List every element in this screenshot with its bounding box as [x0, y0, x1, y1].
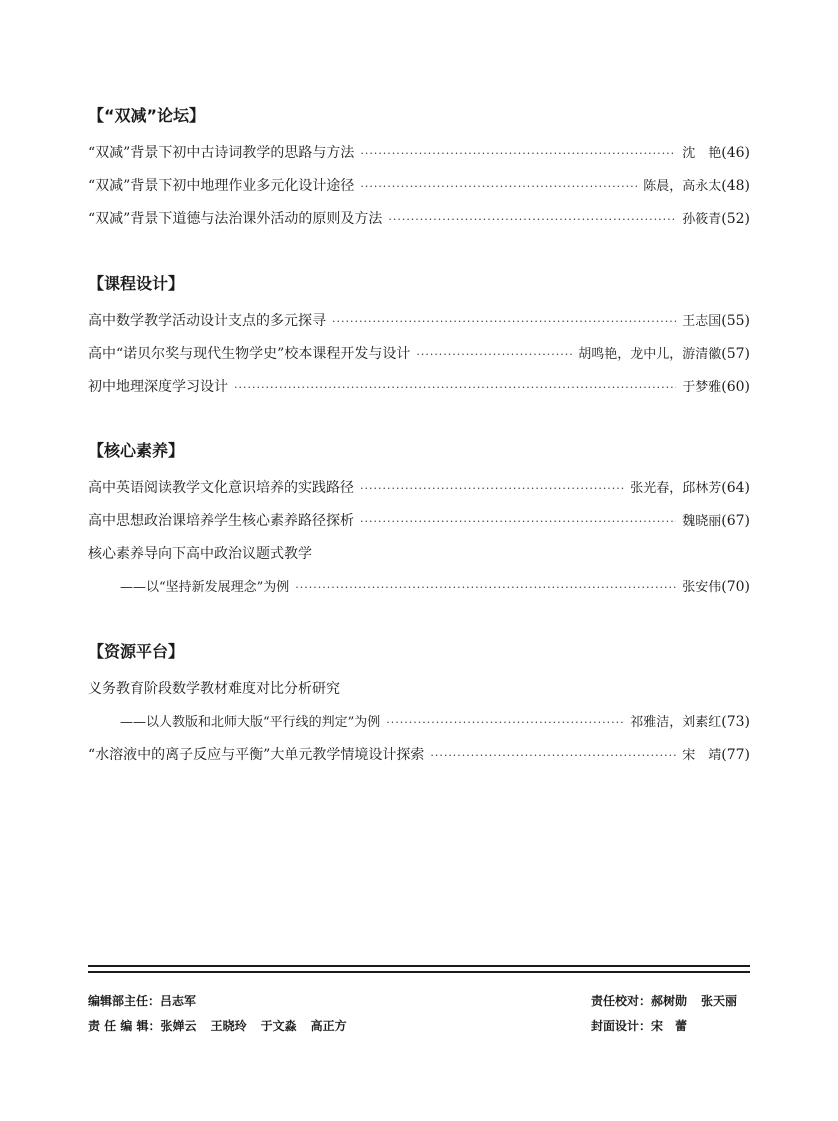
article-author: 王志国 [682, 314, 722, 329]
section-title: 【“双减”论坛】 [88, 106, 206, 125]
article-author: 沈 艳 [682, 146, 722, 161]
toc-entry-subtitle-line[interactable] [88, 706, 750, 739]
leader-dots [234, 371, 676, 404]
article-title: “水溶液中的离子反应与平衡”大单元教学情境设计探索 [88, 747, 425, 763]
footer-rule-top [88, 965, 750, 967]
article-title: 核心素养导向下高中政治议题式教学 [88, 546, 312, 562]
leader-dots [360, 472, 624, 505]
section-title: 【核心素养】 [88, 441, 185, 460]
leader-dots [360, 137, 676, 170]
article-title: 高中数学教学活动设计支点的多元探寻 [88, 313, 326, 329]
toc-entry-title-line[interactable] [88, 538, 750, 571]
toc-entry[interactable] [88, 137, 750, 170]
toc-entry[interactable] [88, 338, 750, 371]
toc-entry[interactable] [88, 371, 750, 404]
article-author: 宋 靖 [682, 748, 722, 763]
article-title: “双减”背景下道德与法治课外活动的原则及方法 [88, 211, 383, 227]
toc-entry[interactable] [88, 203, 750, 236]
toc-entry[interactable] [88, 505, 750, 538]
credit-name: 于文淼 [260, 1019, 297, 1033]
article-title: 义务教育阶段数学教材难度对比分析研究 [88, 681, 340, 697]
leader-dots [386, 706, 624, 739]
leader-dots [388, 203, 676, 236]
toc-section-course-design [88, 272, 750, 404]
toc-entry[interactable] [88, 472, 750, 505]
credit-name: 吕志军 [160, 994, 197, 1008]
page-number: (46) [721, 145, 750, 161]
leader-dots [430, 739, 676, 772]
section-title: 【课程设计】 [88, 274, 185, 293]
page-number: (60) [721, 379, 750, 395]
article-author: 胡鸣艳，龙中儿，游清徽 [578, 347, 722, 362]
page-number: (70) [721, 579, 750, 595]
leader-dots [295, 571, 676, 604]
credit-name: 王晓玲 [210, 1019, 247, 1033]
credit-responsible-editors [88, 1017, 361, 1034]
article-author: 祁雅洁，刘素红 [630, 715, 722, 730]
toc-section-shuangjian [88, 104, 750, 236]
page-number: (48) [721, 178, 750, 194]
credit-label: 责任校对： [591, 994, 652, 1008]
toc-section-resource-platform [88, 640, 750, 772]
toc-entry[interactable] [88, 739, 750, 772]
toc-entry[interactable] [88, 170, 750, 203]
credit-name: 郝树勋 [651, 994, 688, 1008]
credit-cover-design [591, 1017, 701, 1034]
page-number: (52) [721, 211, 750, 227]
leader-dots [332, 305, 676, 338]
credit-proofreaders [591, 992, 737, 1009]
toc-entry-subtitle-line[interactable] [88, 571, 750, 604]
article-author: 陈晨，高永太 [643, 179, 722, 194]
article-title: 高中“诺贝尔奖与现代生物学史”校本课程开发与设计 [88, 346, 411, 362]
article-author: 于梦雅 [682, 380, 722, 395]
page-number: (55) [721, 313, 750, 329]
article-author: 张光春，邱林芳 [630, 481, 722, 496]
article-title: “双减”背景下初中地理作业多元化设计途径 [88, 178, 355, 194]
page-number: (77) [721, 747, 750, 763]
credit-name: 宋 蕾 [651, 1019, 688, 1033]
article-title: 初中地理深度学习设计 [88, 379, 228, 395]
credit-label: 封面设计： [591, 1019, 652, 1033]
page-number: (73) [721, 714, 750, 730]
section-title: 【资源平台】 [88, 642, 185, 661]
toc-entry[interactable] [88, 305, 750, 338]
page-number: (67) [721, 513, 750, 529]
article-author: 孙筱青 [682, 212, 722, 227]
credit-name: 张天丽 [701, 994, 738, 1008]
leader-dots [360, 170, 637, 203]
page-number: (57) [721, 346, 750, 362]
article-title: 高中英语阅读教学文化意识培养的实践路径 [88, 480, 354, 496]
credit-label: 责 任 编 辑： [88, 1019, 161, 1033]
article-author: 张安伟 [682, 580, 722, 595]
article-subtitle: ——以人教版和北师大版“平行线的判定”为例 [120, 715, 381, 730]
toc-section-core-literacy [88, 439, 750, 604]
article-title: 高中思想政治课培养学生核心素养路径探析 [88, 513, 354, 529]
credit-name: 高正方 [310, 1019, 347, 1033]
credit-label: 编辑部主任： [88, 994, 161, 1008]
footer-rule-bottom [88, 971, 750, 973]
leader-dots [360, 505, 676, 538]
article-title: “双减”背景下初中古诗词教学的思路与方法 [88, 145, 355, 161]
credit-editorial-director [88, 992, 210, 1009]
page-number: (64) [721, 480, 750, 496]
toc-entry-title-line[interactable] [88, 673, 750, 706]
leader-dots [416, 338, 572, 371]
credit-name: 张婵云 [160, 1019, 197, 1033]
article-author: 魏晓丽 [682, 514, 722, 529]
article-subtitle: ——以“坚持新发展理念”为例 [120, 580, 290, 595]
